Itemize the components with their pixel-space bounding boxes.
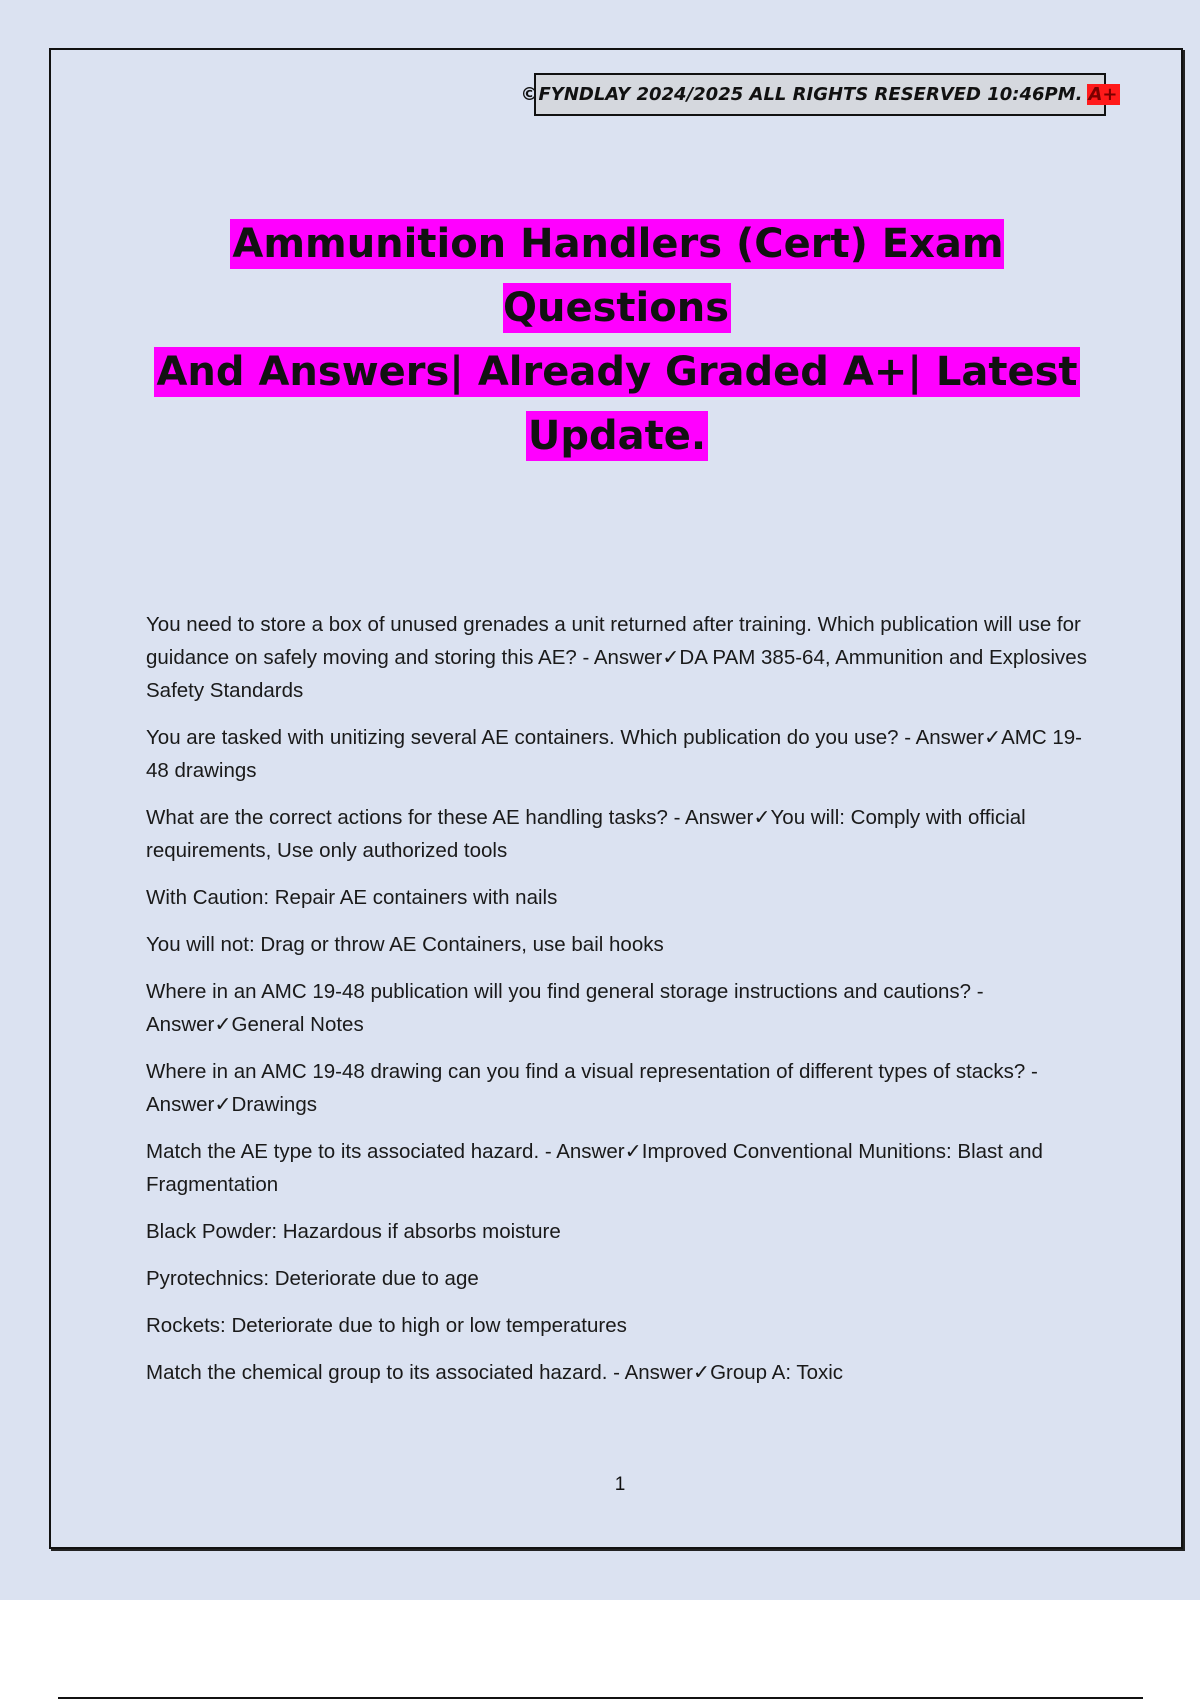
next-page-divider [58,1697,1143,1699]
qa-paragraph: With Caution: Repair AE containers with nails [146,886,558,909]
qa-paragraph: Where in an AMC 19-48 publication will you find general storage instructions and cautions? - Answer✓General Notes [146,980,984,1036]
qa-paragraph: You are tasked with unitizing several AE containers. Which publication do you use? - Answer✓AMC 19-48 drawings [146,726,1082,782]
qa-paragraph: Pyrotechnics: Deteriorate due to age [146,1267,479,1290]
question-answer-list [146,608,1096,1403]
qa-paragraph: You need to store a box of unused grenades a unit returned after training. Which publication will use for guidance on safely moving and storing this AE? - Answer✓DA PAM 385-64, Ammunition and Explosives Safety Standards [146,613,1087,702]
title-line-3: Update. [527,413,707,459]
qa-paragraph: Where in an AMC 19-48 drawing can you find a visual representation of different types of stacks? - Answer✓Drawings [146,1060,1038,1116]
document-title [120,212,1114,468]
grade-mark: A+ [1088,84,1118,105]
qa-paragraph: You will not: Drag or throw AE Containers, use bail hooks [146,933,664,956]
page-number: 1 [614,1474,626,1495]
qa-paragraph: Rockets: Deteriorate due to high or low temperatures [146,1314,627,1337]
qa-paragraph: Match the AE type to its associated hazard. - Answer✓Improved Conventional Munitions: Blast and Fragmentation [146,1140,1043,1196]
qa-paragraph: Match the chemical group to its associated hazard. - Answer✓Group A: Toxic [146,1361,844,1384]
title-line-1: Ammunition Handlers (Cert) Exam Questions [232,221,1004,331]
copyright-text: ©FYNDLAY 2024/2025 ALL RIGHTS RESERVED 10:46PM. [520,84,1083,105]
qa-paragraph: Black Powder: Hazardous if absorbs moisture [146,1220,561,1243]
title-line-2: And Answers| Already Graded A+| Latest [156,349,1078,395]
qa-paragraph: What are the correct actions for these AE handling tasks? - Answer✓You will: Comply with official requirements, Use only authorized tools [146,806,1026,862]
copyright-banner [520,73,1118,116]
